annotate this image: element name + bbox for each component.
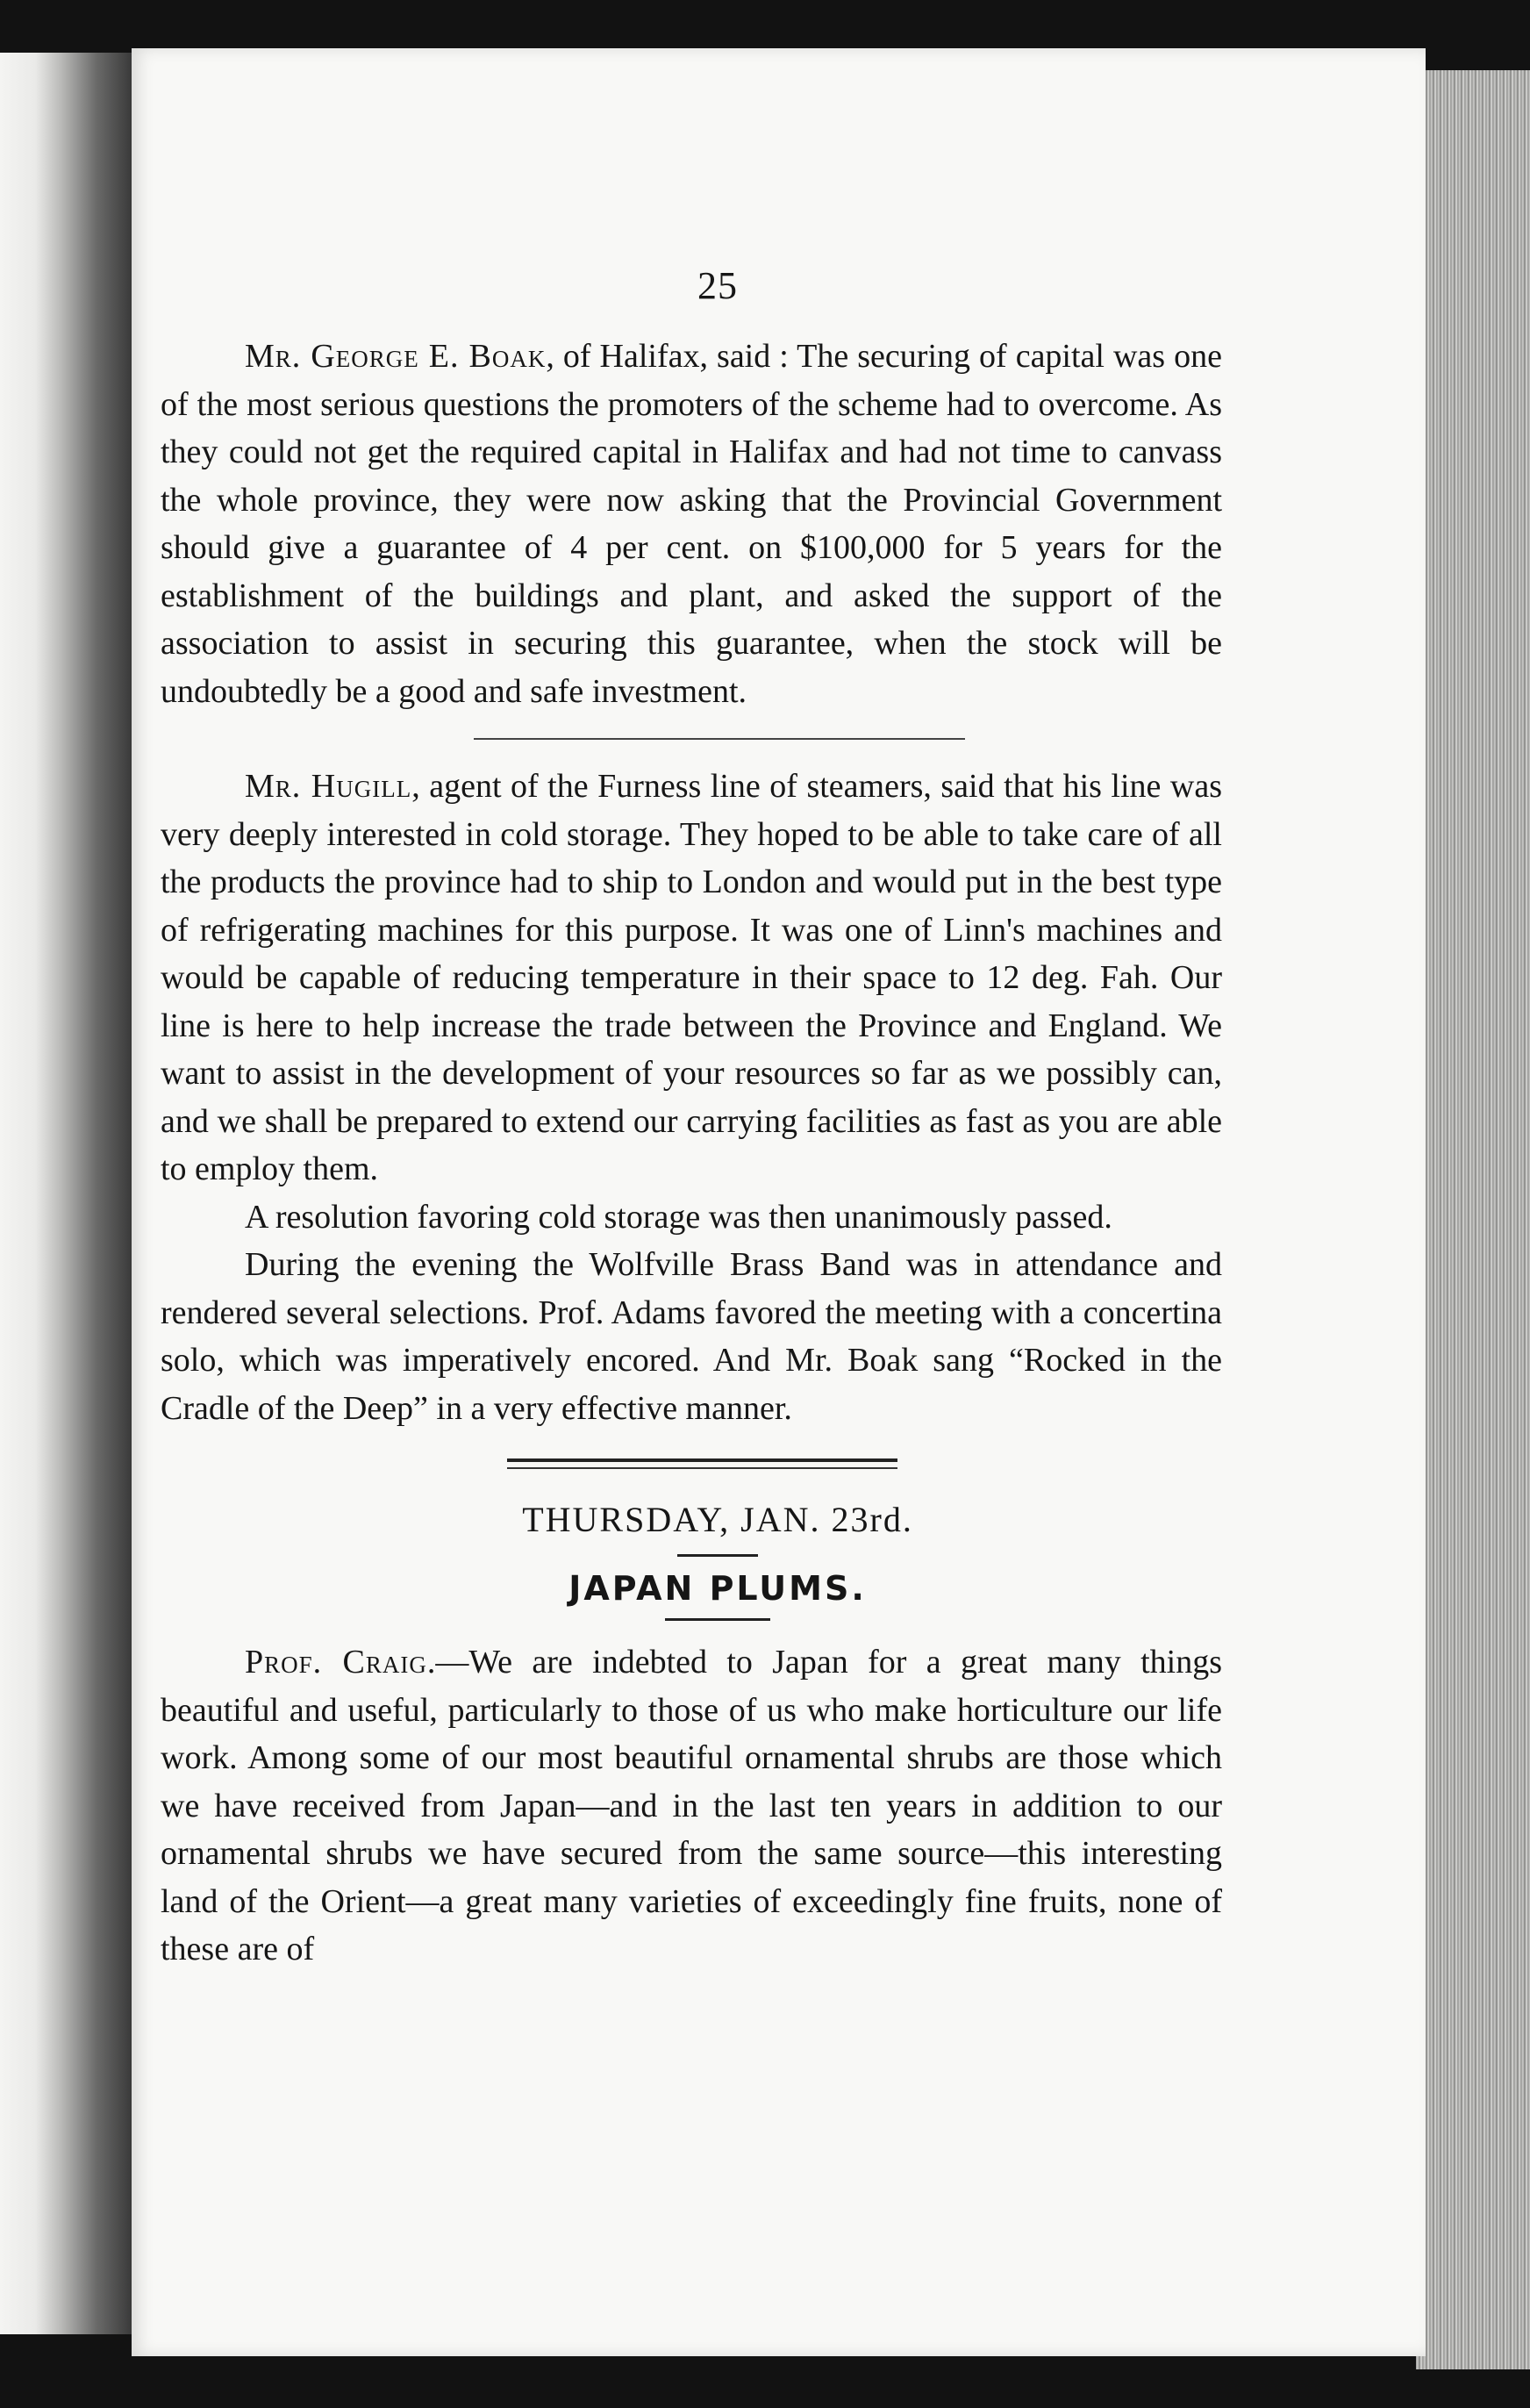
page-content [161,263,1222,1974]
boak-paragraph [161,333,1222,715]
section-title: JAPAN PLUMS. [568,1569,867,1608]
speaker-boak: Mr. George E. Boak [245,338,547,375]
speaker-craig: Prof. Craig [245,1644,427,1681]
craig-text: .—We are indebted to Japan for a great many things beautiful and useful, particularly to those of us who make horticulture our life work. Among some of our most beautiful ornamental shrubs are those which we have received from Japan—and in the last ten years in addition to our ornamental shrubs we have secured from the same source—this interesting land of the Orient—a great many varieties of exceedingly fine fruits, none of these are of [161,1644,1222,1967]
page-number: 25 [697,264,738,307]
resolution-paragraph: A resolution favoring cold storage was then unanimously passed. [245,1198,1112,1236]
evening-paragraph: During the evening the Wolfville Brass Band was in attendance and rendered several selections. Prof. Adams favored the meeting with a concertina solo, which was imperatively encored. And Mr. Boak sang “Rocked in the Cradle of the Deep” in a very effective manner. [161,1246,1222,1427]
craig-paragraph [161,1638,1222,1974]
short-rule-bottom [665,1618,770,1621]
right-page-edges [1416,70,1530,2369]
hugill-paragraph [161,763,1222,1193]
double-rule-divider [507,1458,897,1469]
boak-text: , of Halifax, said : The securing of capital was one of the most serious questions the promoters of the scheme had to overcome. As they could not get the required capital in Halifax and had not time to canvass the whole province, they were now asking that the Provincial Government should give a guarantee of 4 per cent. on $100,000 for 5 years for the establishment of the buildings and plant, and asked the support of the association to assist in securing this guarantee, when the stock will be undoubtedly be a good and safe investment. [161,338,1222,710]
speaker-hugill: Mr. Hugill [245,768,412,805]
left-page-edge [0,53,132,2334]
section-divider [474,738,965,740]
date-heading: THURSDAY, JAN. 23rd. [522,1500,913,1539]
hugill-text: , agent of the Furness line of steamers, said that his line was very deeply interested in cold storage. They hoped to be able to take care of all the products the province had to ship to London and would put in the best type of refrigerating machines for this purpose. It was one of Linn's machines and would be capable of reducing temperature in their space to 12 deg. Fah. Our line is here to help increase the trade between the Province and England. We want to assist in the development of your resources so far as we possibly can, and we shall be prepared to extend our carrying facilities as fast as you are able to employ them. [161,768,1223,1187]
book-page [132,48,1426,2356]
short-rule-top [677,1554,758,1557]
